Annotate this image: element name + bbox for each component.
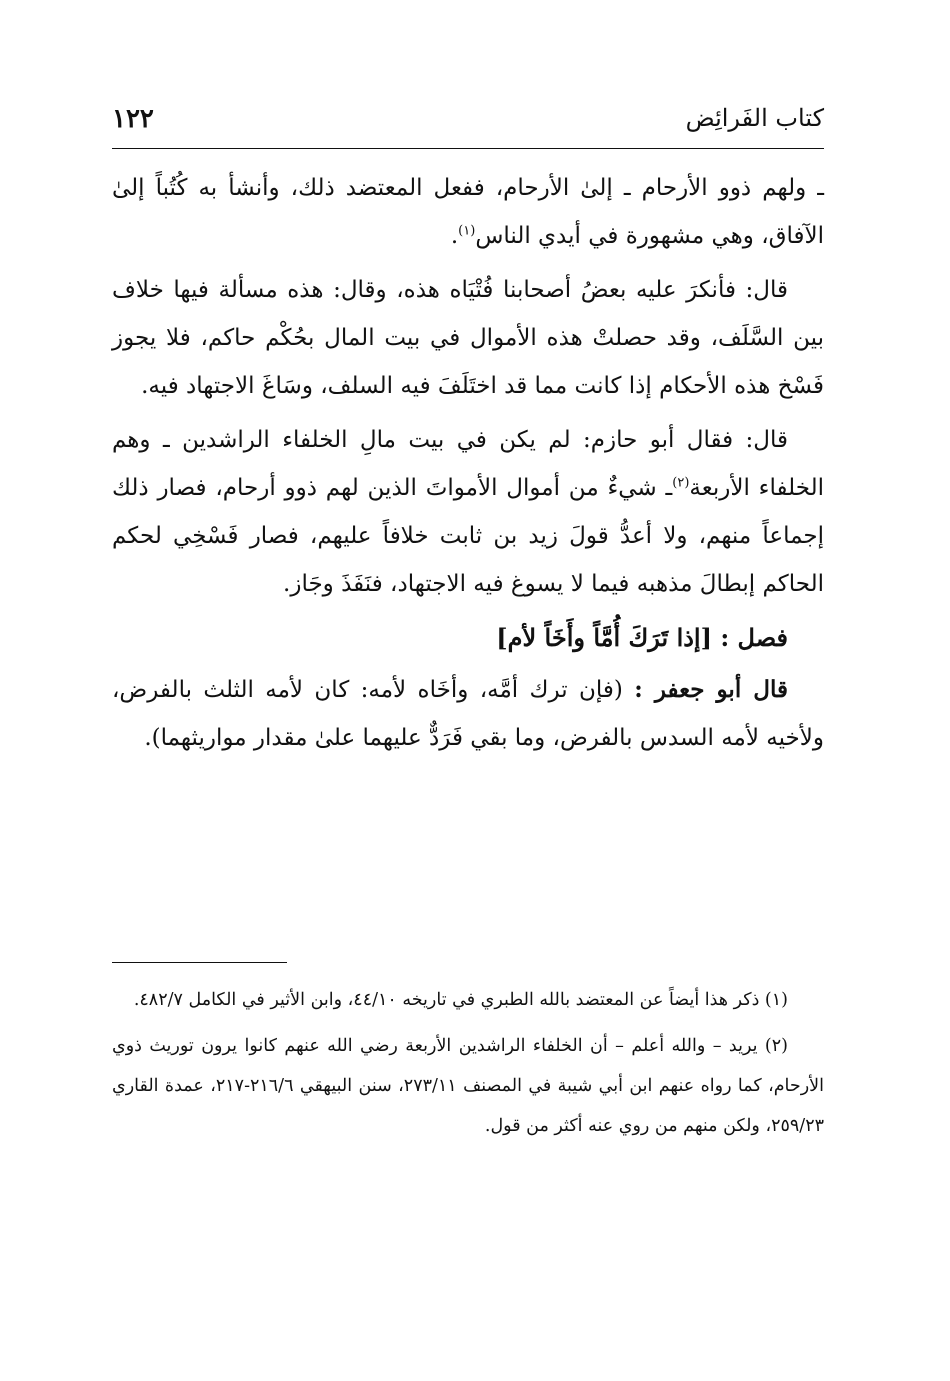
- quote-speaker: قال أبو جعفر :: [634, 676, 788, 703]
- footnote-ref-1: (١): [458, 223, 476, 239]
- footnote-ref-2: (٢): [672, 475, 690, 491]
- section-heading: [112, 614, 824, 662]
- page-number: ١٢٢: [112, 104, 154, 134]
- running-title: كتاب الفَرائِض: [685, 104, 824, 132]
- section-label: فصل :: [720, 623, 788, 652]
- section-title: [إذا تَرَكَ أُمَّاً وأَخَاً لأم]: [496, 623, 712, 652]
- paragraph-3: قال: فقال أبو حازم: لم يكن في بيت مالِ الخلفاء الراشدين ـ وهم الخلفاء الأربعة$^{(٢)}$ـ شيءٌ من أموال الأمواتَ الذين لهم ذوو أرحام، فصار ذلك إجماعاً منهم، ولا أعدُّ قولَ زيد بن ثابت خلافاً عليهم، فصار فَسْخِي لحكم الحاكم إبطالَ مذهبه فيما لا يسوغ فيه الاجتهاد، فنَفَذَ وجَاز.: [112, 427, 824, 597]
- quote-text: (فإن ترك أمَّه، وأخَاه لأمه: كان لأمه الثلث بالفرض، ولأخيه لأمه السدس بالفرض، وما بقي فَرَدٌّ عليهما علىٰ مقدار مواريثهما).: [112, 677, 824, 751]
- paragraph-1: ـ ولهم ذوو الأرحام ـ إلىٰ الأرحام، ففعل المعتضد ذلك، وأنشأ به كُتُباً إلىٰ الآفاق، وهي مشهورة في أيدي الناس$^{(١)}$.: [112, 175, 824, 249]
- footnote-divider: [112, 962, 287, 963]
- book-page: [112, 0, 824, 1381]
- footnotes: [112, 980, 824, 1152]
- page-header: [112, 104, 824, 144]
- footnote-2: (٢) يريد – والله أعلم – أن الخلفاء الراشدين الأربعة رضي الله عنهم كانوا يرون توريث ذوي الأرحام، كما رواه عنهم ابن أبي شيبة في المصنف ٢٧٣/١١، سنن البيهقي ٢١٦/٦-٢١٧، عمدة القاري ٢٥٩/٢٣، ولكن منهم من روي عنه أكثر من قول.: [112, 1036, 824, 1136]
- quote-paragraph: [112, 666, 824, 762]
- footnote-1: (١) ذكر هذا أيضاً عن المعتضد بالله الطبري في تاريخه ٤٤/١٠، وابن الأثير في الكامل ٤٨٢/٧.: [133, 990, 788, 1010]
- header-divider: [112, 148, 824, 149]
- main-text: [112, 164, 824, 768]
- paragraph-2: قال: فأنكرَ عليه بعضُ أصحابنا فُتْيَاه هذه، وقال: هذه مسألة فيها خلاف بين السَّلَف، وقد حصلتْ هذه الأموال في بيت المال بحُكْم حاكم، فلا يجوز فَسْخ هذه الأحكام إذا كانت مما قد اختَلَفَ فيه السلف، وسَاغَ الاجتهاد فيه.: [112, 277, 824, 399]
